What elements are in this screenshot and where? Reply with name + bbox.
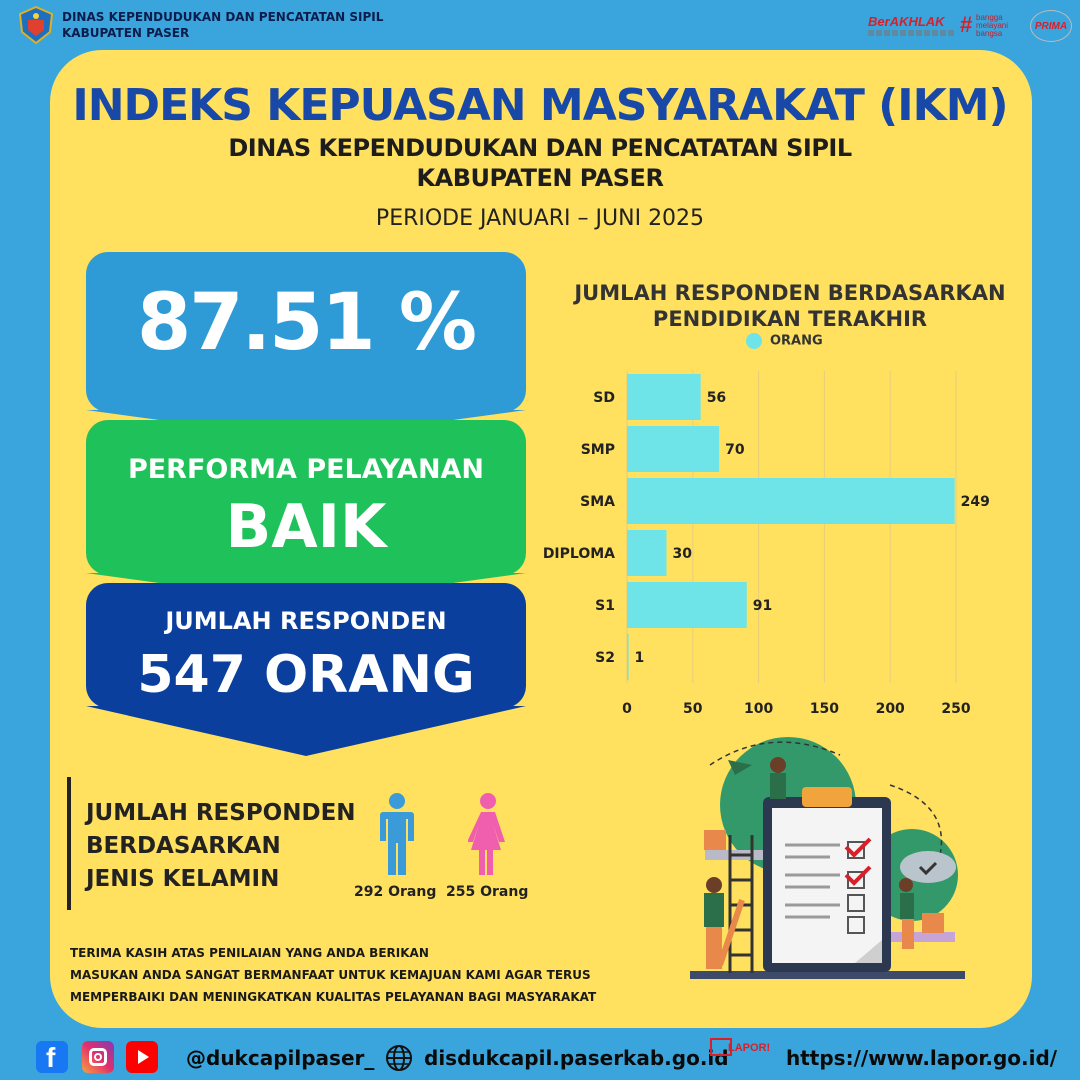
category-label: S2	[595, 650, 615, 666]
chart-title: JUMLAH RESPONDEN BERDASARKAN PENDIDIKAN TERAKHIR	[574, 281, 1006, 331]
bar	[627, 582, 747, 628]
x-tick-label: 150	[809, 701, 840, 717]
education-bar-chart	[530, 365, 1010, 720]
bangga-melayani-logo: # bangga melayani bangsa	[960, 12, 1009, 38]
data-label: 1	[634, 650, 645, 666]
respondent-value: 547 ORANG	[137, 645, 475, 705]
male-icon	[378, 793, 416, 875]
legend-label: ORANG	[770, 333, 823, 349]
performance-label: PERFORMA PELAYANAN	[127, 454, 485, 485]
footer	[0, 1036, 1080, 1080]
org-name: DINAS KEPENDUDUKAN DAN PENCATATAN SIPIL KABUPATEN PASER	[62, 10, 384, 40]
regency-emblem-icon	[18, 6, 54, 44]
male-count: 292 Orang	[354, 884, 437, 900]
social-handle[interactable]: @dukcapilpaser_	[186, 1046, 375, 1070]
female-icon	[468, 793, 508, 875]
score-box	[86, 252, 526, 412]
x-tick-label: 200	[875, 701, 905, 717]
ikm-score: 87.51 %	[136, 278, 476, 368]
category-label: S1	[595, 598, 615, 614]
category-label: SMP	[580, 442, 615, 458]
page-subtitle: DINAS KEPENDUDUKAN DAN PENCATATAN SIPIL KABUPATEN PASER	[228, 134, 852, 192]
bar	[627, 530, 666, 576]
respondent-label: JUMLAH RESPONDEN	[165, 607, 447, 635]
x-tick-label: 0	[622, 701, 632, 717]
data-label: 249	[960, 494, 990, 510]
data-label: 91	[752, 598, 773, 614]
facebook-icon[interactable]: f	[36, 1041, 68, 1073]
legend-swatch	[746, 333, 762, 349]
period-label: PERIODE JANUARI – JUNI 2025	[375, 206, 705, 231]
x-tick-label: 100	[743, 701, 774, 717]
bar	[627, 374, 701, 420]
gender-section-divider	[67, 777, 71, 910]
data-label: 70	[725, 442, 745, 458]
performance-box	[86, 420, 526, 575]
respondent-box-pointer	[86, 706, 526, 756]
x-tick-label: 250	[941, 701, 971, 717]
thank-you-message: TERIMA KASIH ATAS PENILAIAN YANG ANDA BERIKAN MASUKAN ANDA SANGAT BERMANFAAT UNTUK KEMAJUAN KAMI AGAR TERUS MEMPERBAIKI DAN MENINGKATKAN KUALITAS PELAYANAN BAGI MASYARAKAT	[70, 946, 597, 1004]
website-link[interactable]: disdukcapil.paserkab.go.id	[424, 1046, 729, 1070]
category-label: SD	[593, 390, 615, 406]
respondent-box	[86, 583, 526, 708]
page-title: INDEKS KEPUASAN MASYARAKAT (IKM)	[72, 80, 1008, 131]
header	[0, 0, 1080, 50]
performance-value: BAIK	[225, 492, 387, 562]
globe-icon	[385, 1044, 413, 1072]
prima-logo: PRIMA	[1030, 10, 1072, 42]
berakhlak-logo: BerAKHLAK	[868, 14, 945, 29]
survey-illustration	[690, 735, 970, 980]
bar	[627, 634, 629, 680]
lapor-link[interactable]: https://www.lapor.go.id/	[786, 1046, 1058, 1070]
berakhlak-subtitle	[868, 30, 954, 36]
data-label: 56	[706, 390, 727, 406]
youtube-icon[interactable]	[126, 1041, 158, 1073]
bar	[627, 478, 955, 524]
chart-legend	[746, 333, 823, 349]
bar	[627, 426, 719, 472]
lapor-logo[interactable]: LAPOR!	[710, 1036, 782, 1076]
category-label: DIPLOMA	[542, 546, 615, 562]
female-count: 255 Orang	[446, 884, 529, 900]
gender-title: JUMLAH RESPONDEN BERDASARKAN JENIS KELAMIN	[86, 800, 356, 892]
category-label: SMA	[580, 494, 615, 510]
x-tick-label: 50	[683, 701, 703, 717]
data-label: 30	[672, 546, 692, 562]
instagram-icon[interactable]	[82, 1041, 114, 1073]
